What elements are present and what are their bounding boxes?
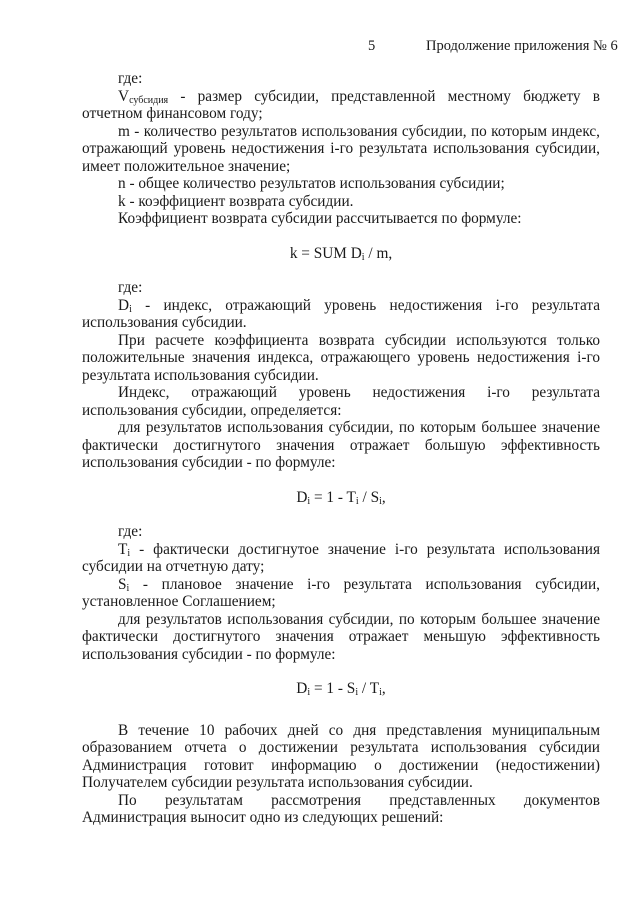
index-definition: Индекс, отражающий уровень недостижения i-го результата использования субсидии, определяется: bbox=[82, 384, 600, 419]
symbol-s: S bbox=[118, 575, 127, 593]
formula-d2-d: D bbox=[296, 680, 308, 697]
definition-m: m - количество результатов использования субсидии, по которым индекс, отражающий уровень недостижения i-го результата использования субсидии, имеет положительное значение; bbox=[82, 122, 600, 175]
document-body bbox=[82, 70, 600, 827]
definition-k: k - коэффициент возврата субсидии. bbox=[118, 192, 354, 210]
page-header bbox=[0, 38, 640, 56]
deadline-paragraph: В течение 10 рабочих дней со дня представления муниципальным образованием отчета о достижении результата использования субсидии Администрация готовит информацию о достижении (недостижении) Получателем субсидии результата использования субсидии. bbox=[82, 721, 600, 791]
symbol-t: T bbox=[118, 540, 128, 558]
symbol-v: V bbox=[118, 87, 130, 105]
symbol-d: D bbox=[118, 296, 130, 314]
where-label: где: bbox=[118, 279, 143, 296]
formula-d1-mid: = 1 - T bbox=[310, 488, 356, 506]
formula-k bbox=[82, 245, 600, 263]
formula-d2-mid: = 1 - S bbox=[310, 680, 356, 697]
definition-d-text: - индекс, отражающий уровень недостижения i-го результата использования субсидии. bbox=[82, 296, 600, 331]
formula-d2-t-sub: i bbox=[379, 687, 382, 698]
definition-v-subsidy bbox=[82, 88, 600, 123]
definition-s bbox=[82, 576, 600, 611]
running-head: Продолжение приложения № 6 bbox=[426, 38, 618, 54]
formula-d2-d-sub: i bbox=[307, 687, 311, 698]
k-formula-intro: Коэффициент возврата субсидии рассчитывается по формуле: bbox=[118, 210, 522, 227]
subscript-i: i bbox=[126, 582, 130, 594]
definition-n: n - общее количество результатов использования субсидии; bbox=[118, 175, 505, 192]
case-greater-efficiency: для результатов использования субсидии, по которым большее значение фактически достигнутого значения отражает большую эффективность использования субсидии - по формуле: bbox=[82, 419, 600, 471]
page-number: 5 bbox=[368, 38, 376, 54]
formula-d1-div: / S bbox=[358, 488, 380, 506]
definition-s-text: - плановое значение i-го результата использования субсидии, установленное Соглашением; bbox=[82, 575, 600, 610]
where-label: где: bbox=[118, 523, 143, 540]
formula-d1-d: D bbox=[296, 488, 308, 506]
subscript-subsidy: субсидия bbox=[129, 94, 169, 106]
case-smaller-efficiency: для результатов использования субсидии, по которым большее значение фактически достигнутого значения отражает меньшую эффективность использования субсидии - по формуле: bbox=[82, 610, 600, 663]
definition-v-text: - размер субсидии, представленной местному бюджету в отчетном финансовом году; bbox=[82, 87, 600, 122]
formula-d1 bbox=[82, 489, 600, 507]
formula-d2-div: / T bbox=[358, 680, 380, 697]
definition-t-text: - фактически достигнутое значение i-го результата использования субсидии на отчетную дату; bbox=[82, 540, 600, 575]
definition-d bbox=[82, 297, 600, 332]
formula-d2 bbox=[82, 680, 600, 698]
formula-d1-end: , bbox=[381, 488, 386, 506]
decision-paragraph: По результатам рассмотрения представленных документов Администрация выносит одно из следующих решений: bbox=[82, 791, 600, 826]
formula-d2-s-sub: i bbox=[355, 687, 359, 698]
calculation-note: При расчете коэффициента возврата субсидии используются только положительные значения индекса, отражающего уровень недостижения i-го результата использования субсидии. bbox=[82, 331, 600, 384]
formula-k-left: k = SUM D bbox=[289, 244, 362, 262]
formula-d1-d-sub: i bbox=[307, 495, 311, 507]
where-label: где: bbox=[118, 70, 143, 87]
subscript-i: i bbox=[127, 547, 131, 559]
formula-d1-s-sub: i bbox=[379, 495, 382, 507]
formula-d2-end: , bbox=[381, 680, 386, 697]
formula-d1-t-sub: i bbox=[355, 495, 359, 507]
subscript-i: i bbox=[129, 303, 132, 315]
formula-k-sub: i bbox=[361, 251, 365, 263]
formula-k-right: / m, bbox=[364, 244, 393, 262]
definition-t bbox=[82, 541, 600, 576]
